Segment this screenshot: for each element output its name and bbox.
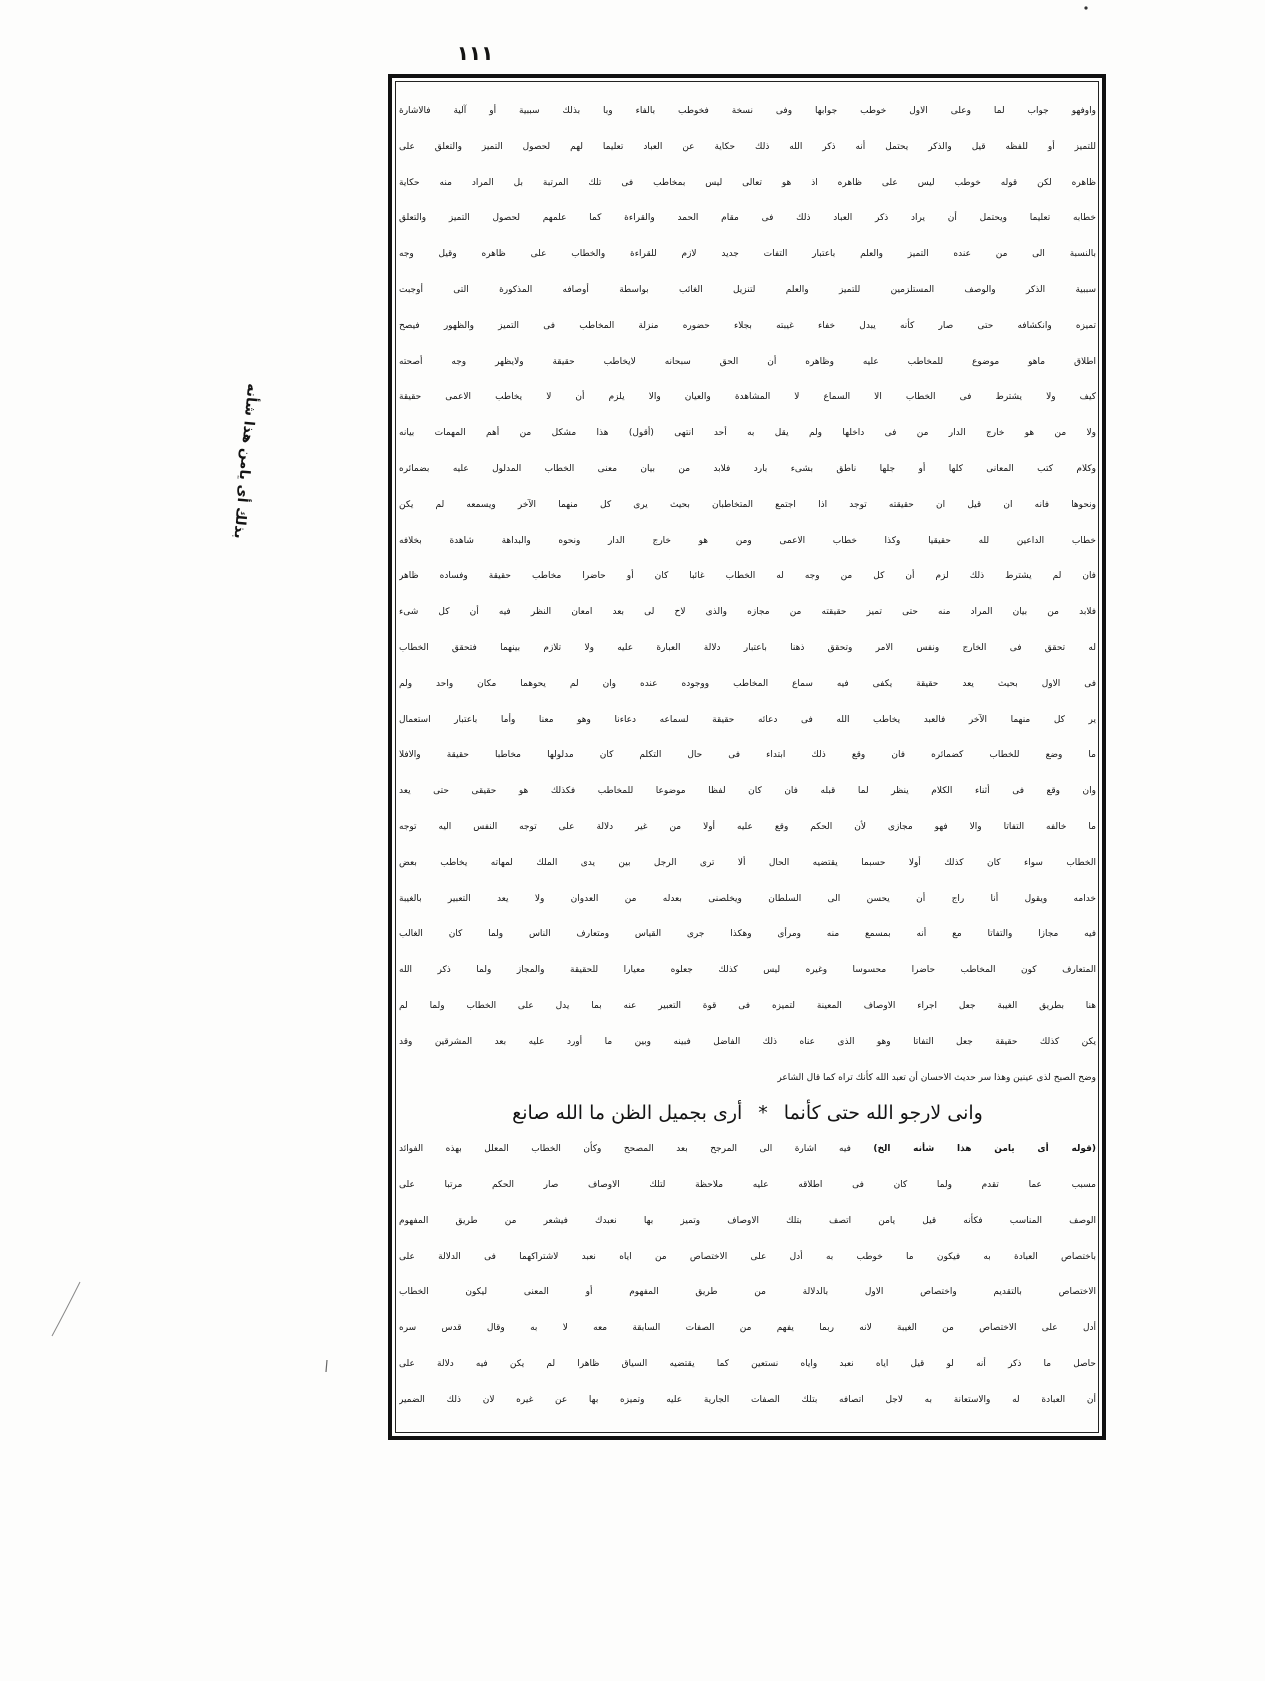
text-line: هنا بطريق الغيبة جعل اجراء الاوصاف المعينة لتميزه فى قوة التعبير عنه بما يدل على الخطاب ولما لم — [399, 1000, 1096, 1011]
page-number: ١١١ — [456, 41, 494, 65]
text-line: أن العبادة له والاستعانة به لاجل اتصافه بتلك الصفات الجارية عليه وتميزه بها عن غيره لان ذلك الضمير — [399, 1394, 1096, 1405]
lemma-line-text: فيه اشارة الى المرجح بعد المصحح وكأن الخطاب المعلل بهذه الفوائد — [399, 1144, 851, 1155]
text-line: فلابد من بيان المراد منه حتى تميز حقيقته من مجازه والذى لاح لى بعد امعان النظر فيه أن كل شىء — [399, 607, 1096, 618]
text-line: فيه مجازا والتفاتا مع أنه بمسمع منه ومرأى وهكذا جرى القياس ومتعارف الناس ولما كان الغالب — [399, 929, 1096, 940]
verse-separator: * — [758, 1102, 768, 1125]
text-line: له تحقق فى الخارج ونفس الامر وتحقق ذهنا باعتبار دلالة العبارة عليه ولا تلازم بينهما فتحقق الخطاب — [399, 642, 1096, 653]
text-line: اطلاق ماهو موضوع للمخاطب عليه وظاهره أن الحق سبحانه لايخاطب حقيقة ولايظهر وجه أصحته — [399, 356, 1096, 367]
scan-speck — [1084, 6, 1087, 9]
text-line: ما وضع للخطاب كضمائره فان وقع ذلك ابتداء فى حال التكلم كان مدلولها مخاطبا حقيقة والافلا — [399, 750, 1096, 761]
text-line: وضح الصبح لذى عينين وهذا سر حديث الاحسان أن تعبد الله كأنك تراه كما قال الشاعر — [777, 1072, 1096, 1083]
text-line: ونحوها فانه ان قيل ان حقيقته توجد اذا اجتمع المتخاطبان بحيث يرى كل منهما الآخر ويسمعه لم يكن — [399, 499, 1096, 510]
text-line: فان لم يشترط ذلك لزم أن كل من وجه له الخطاب غائبا كان أو حاضرا مخاطب حقيقة وفساده ظاهر — [399, 571, 1096, 582]
text-line: ظاهره لكن قوله خوطب ليس على ظاهره اذ هو تعالى ليس بمخاطب فى تلك المرتبة بل المراد منه حكاية — [399, 177, 1096, 188]
pencil-stroke — [52, 1282, 80, 1336]
lemma-line — [399, 1132, 1096, 1168]
text-line: وان وقع فى أثناء الكلام ينظر لما قبله فان كان لفظا موضوعا للمخاطب فكذلك هو حقيقى حتى يعد — [399, 786, 1096, 797]
text-line: خدامه ويقول أنا راج أن يحسن الى السلطان ويخلصنى بعدله من العدوان ولا يعد التعبير بالغيبة — [399, 893, 1096, 904]
text-line: كيف ولا يشترط فى الخطاب الا السماع لا المشاهدة والعيان والا يلزم أن لا يخاطب الاعمى حقيقة — [399, 392, 1096, 403]
text-line: للتميز أو للفظه قيل والذكر يحتمل أنه ذكر الله ذلك حكاية عن العباد تعليما لهم لحصول التميز والتعلق على — [399, 141, 1096, 152]
text-line: ير كل منهما الآخر فالعبد يخاطب الله فى دعائه حقيقة لسماعه دعاءنا وهو معنا وأما باعتبار استعمال — [399, 714, 1096, 725]
text-line: ما خالفه التفاتا والا فهو مجازى لأن الحكم وقع عليه أولا من غير دلالة على توجه النفس اليه توجه — [399, 821, 1096, 832]
text-line: سببية الذكر والوصف المستلزمين للتميز والعلم لتنزيل الغائب بواسطة أوصافه المذكورة التى أوجبت — [399, 284, 1096, 295]
text-line: أدل على الاختصاص من الغيبة لانه ربما يفهم من الصفات السابقة معه لا به وقال قدس سره — [399, 1323, 1096, 1334]
verse-hemistich-second: أرى بجميل الظن ما الله صانع — [512, 1102, 743, 1125]
text-line: باختصاص العبادة به فيكون ما خوطب به أدل على الاختصاص من اياه نعبد لاشتراكهما فى الدلالة على — [399, 1251, 1096, 1262]
lemma-heading: (قوله أى يامن هذا شأنه الخ) — [873, 1144, 1096, 1155]
text-line: خطاب الداعين لله حقيقيا وكذا خطاب الاعمى ومن هو خارج الدار ونحوه والبداهة شاهدة بخلافه — [399, 535, 1096, 546]
text-line: ولا من هو خارج الدار من فى داخلها ولم يقل به أحد انتهى (أقول) هذا مشكل من أهم المهمات بيانه — [399, 428, 1096, 439]
text-line: تميزه وانكشافه حتى صار كأنه يبدل خفاء غيبته بجلاء حضوره منزلة المخاطب فى التميز والظهور فيصح — [399, 320, 1096, 331]
text-line: الخطاب سواء كان كذلك أولا حسبما يقتضيه الحال ألا ترى الرجل بين يدى الملك لمهاته يخاطب بعض — [399, 857, 1096, 868]
text-line: يكن كذلك حقيقة جعل التفاتا وهو الذى عناه ذلك الفاضل فبينه وبين ما أورد عليه بعد المشرقين وقد — [399, 1036, 1096, 1047]
text-line: وكلام كتب المعانى كلها أو جلها ناطق بشىء بارد فلابد من بيان معنى الخطاب المدلول عليه بضمائره — [399, 463, 1096, 474]
scan-speck — [326, 1360, 327, 1372]
text-line: بالنسبة الى من عنده التميز والعلم باعتبار التفات جديد لازم للقراءة والخطاب على ظاهره وقيل وجه — [399, 249, 1096, 260]
text-line: مسبب عما تقدم ولما كان فى اطلاقه عليه ملاحظة لتلك الاوصاف صار الحكم مرتبا على — [399, 1179, 1096, 1190]
text-line: فى الاول بحيث يعد حقيقة يكفى فيه سماع المخاطب ووجوده عنده وان لم يحوهما مكان واحد ولم — [399, 678, 1096, 689]
text-line: المتعارف كون المخاطب حاضرا محسوسا وغيره ليس كذلك جعلوه معيارا للحقيقة والمجاز ولما ذكر الله — [399, 965, 1096, 976]
text-line: حاصل ما ذكر أنه لو قيل اياه نعبد واياه نستعين كما يقتضيه السياق ظاهرا لم يكن فيه دلالة على — [399, 1358, 1096, 1369]
text-line: واوفهو جواب لما وعلى الاول خوطب جوابها وفى نسخة فخوطب بالفاء وبا بذلك سببية أو آلية فالاشارة — [399, 106, 1096, 116]
text-block — [399, 94, 1096, 1418]
text-line: الاختصاص بالتقديم واختصاص الاول بالدلالة من طريق المفهوم أو المعنى ليكون الخطاب — [399, 1287, 1096, 1298]
text-line: خطابه تعليما ويحتمل أن يراد ذكر العباد ذلك فى مقام الحمد والقراءة كما علمهم لحصول التميز والتعلق — [399, 213, 1096, 224]
verse-hemistich-first: وانى لارجو الله حتى كأنما — [783, 1102, 983, 1125]
verse-line — [399, 1096, 1096, 1132]
text-line: الوصف المناسب فكأنه قيل يامن اتصف بتلك الاوصاف وتميز بها نعبدك فيشعر من طريق المفهوم — [399, 1215, 1096, 1226]
margin-note: بذلك أى يامن هذا شأنه — [230, 382, 261, 540]
